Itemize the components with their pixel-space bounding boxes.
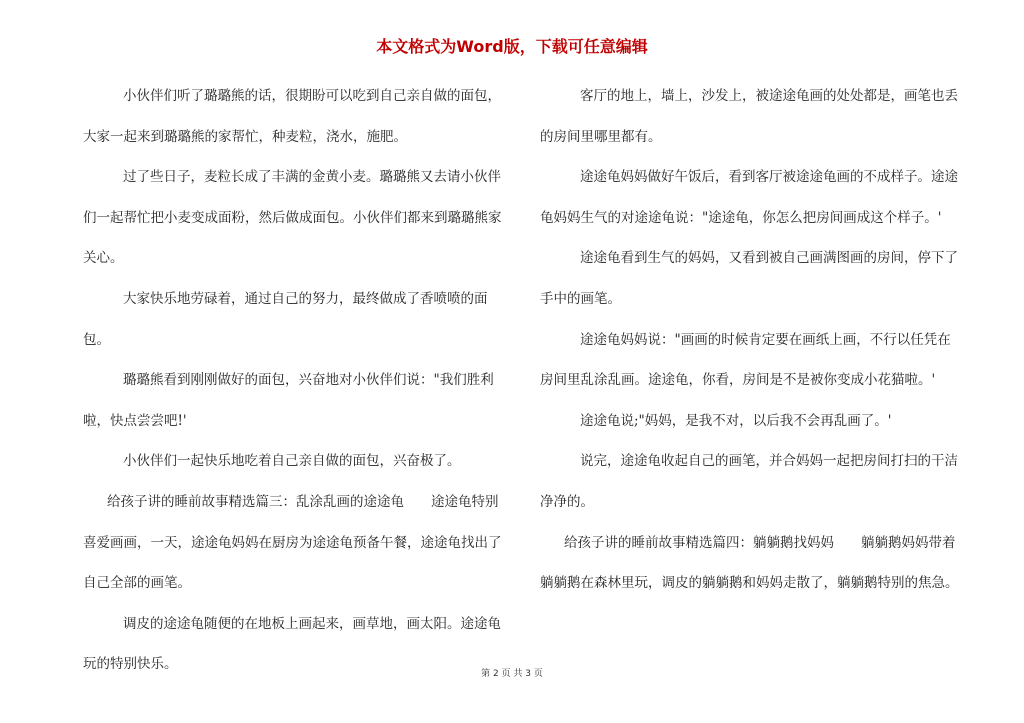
- paragraph: 客厅的地上，墙上，沙发上，被途途龟画的处处都是，画笔也丢的房间里哪里都有。: [540, 88, 958, 145]
- paragraph: 调皮的途途龟随便的在地板上画起来，画草地，画太阳。途途龟玩的特别快乐。: [83, 615, 501, 673]
- paragraph: 途途龟妈妈说："画画的时候肯定要在画纸上画，不行以任凭在房间里乱涂乱画。途途龟，你看，房间是不是被你变成小花猫啦。': [540, 331, 951, 389]
- right-column: [540, 76, 960, 604]
- paragraph: 途途龟说;"妈妈，是我不对，以后我不会再乱画了。': [580, 412, 892, 429]
- paragraph: 璐璐熊看到刚刚做好的面包，兴奋地对小伙伴们说："我们胜利啦，快点尝尝吧!': [83, 372, 494, 429]
- left-column: [83, 76, 503, 685]
- paragraph: 途途龟看到生气的妈妈，又看到被自己画满图画的房间，停下了手中的画笔。: [540, 250, 958, 307]
- paragraph: 小伙伴们听了璐璐熊的话，很期盼可以吃到自己亲自做的面包，大家一起来到璐璐熊的家帮忙，种麦粒，浇水，施肥。: [83, 88, 501, 145]
- section-heading-paragraph: 给孩子讲的睡前故事精选篇四：躺躺鹅找妈妈 躺躺鹅妈妈带着躺躺鹅在森林里玩，调皮的躺躺鹅和妈妈走散了，躺躺鹅特别的焦急。: [540, 534, 959, 592]
- section-heading-paragraph: 给孩子讲的睡前故事精选篇三：乱涂乱画的途途龟 途途龟特别喜爱画画，一天，途途龟妈妈在厨房为途途龟预备午餐，途途龟找出了自己全部的画笔。: [83, 493, 502, 592]
- document-banner: 本文格式为Word版，下载可任意编辑: [376, 37, 648, 56]
- paragraph: 说完，途途龟收起自己的画笔，并合妈妈一起把房间打扫的干洁净净的。: [540, 453, 958, 510]
- paragraph: 过了些日子，麦粒长成了丰满的金黄小麦。璐璐熊又去请小伙伴们一起帮忙把小麦变成面粉，然后做成面包。小伙伴们都来到璐璐熊家关心。: [83, 169, 502, 267]
- paragraph: 小伙伴们一起快乐地吃着自己亲自做的面包，兴奋极了。: [123, 453, 461, 470]
- paragraph: 大家快乐地劳碌着，通过自己的努力，最终做成了香喷喷的面包。: [83, 290, 488, 348]
- paragraph: 途途龟妈妈做好午饭后，看到客厅被途途龟画的不成样子。途途龟妈妈生气的对途途龟说："途途龟，你怎么把房间画成这个样子。': [540, 169, 958, 226]
- page-number: 第 2 页 共 3 页: [481, 669, 543, 679]
